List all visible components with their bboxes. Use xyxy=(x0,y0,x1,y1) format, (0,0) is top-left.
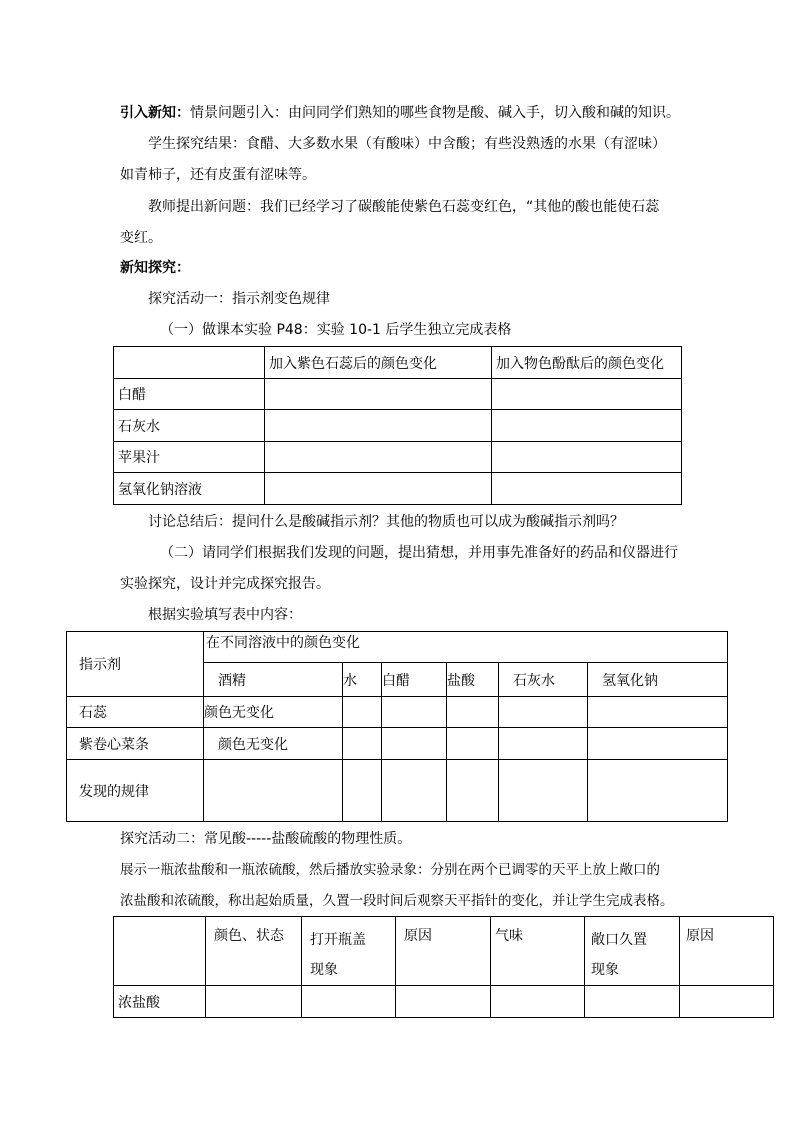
empty-cell xyxy=(204,760,343,822)
empty-cell xyxy=(265,442,492,473)
table-row xyxy=(114,379,682,410)
intro-paragraph xyxy=(120,103,680,123)
table-header-cell: 加入物色酚酞后的颜色变化 xyxy=(492,347,682,379)
row-label: 苹果汁 xyxy=(114,442,265,473)
empty-cell xyxy=(396,986,491,1018)
indicator-table-1 xyxy=(113,346,682,505)
student-result-line2: 如青柿子，还有皮蛋有涩味等。 xyxy=(120,167,316,183)
empty-cell xyxy=(265,473,492,505)
empty-cell xyxy=(588,760,728,822)
indicator-header: 指示剂 xyxy=(67,632,204,697)
fill-instruction: 根据实验填写表中内容： xyxy=(148,607,302,623)
table-row xyxy=(67,760,728,822)
empty-cell xyxy=(447,728,499,760)
table-header-row xyxy=(67,632,728,663)
table-row xyxy=(67,697,728,728)
empty-cell xyxy=(206,986,302,1018)
indicator-table-2 xyxy=(66,631,728,822)
table-header-row xyxy=(114,917,774,986)
row-label: 紫卷心菜条 xyxy=(67,728,204,760)
solution-header: 酒精 xyxy=(204,663,343,697)
open-long-header: 敞口久置 现象 xyxy=(585,917,680,986)
empty-cell xyxy=(114,917,206,986)
result-cell: 颜色无变化 xyxy=(204,697,343,728)
empty-cell xyxy=(585,986,680,1018)
activity2-title: 探究活动二：常见酸-----盐酸硫酸的物理性质。 xyxy=(120,831,412,847)
student-result-line1: 学生探究结果：食醋、大多数水果（有酸味）中含酸；有些没熟透的水果（有涩味） xyxy=(148,136,666,152)
empty-cell xyxy=(447,697,499,728)
part2-line1: （二）请同学们根据我们发现的问题，提出猜想，并用事先准备好的药品和仪器进行 xyxy=(160,545,678,561)
part2-line2: 实验探究，设计并完成探究报告。 xyxy=(120,576,330,592)
empty-cell xyxy=(343,697,382,728)
solution-header: 盐酸 xyxy=(447,663,499,697)
solution-header: 氢氧化钠 xyxy=(588,663,728,697)
empty-cell xyxy=(302,986,396,1018)
row-label: 氢氧化钠溶液 xyxy=(114,473,265,505)
table-header-row xyxy=(114,347,682,379)
row-label: 石蕊 xyxy=(67,697,204,728)
smell-header: 气味 xyxy=(491,917,585,986)
empty-cell xyxy=(382,760,447,822)
empty-cell xyxy=(492,473,682,505)
teacher-question-line2: 变红。 xyxy=(120,230,162,246)
reason-header: 原因 xyxy=(396,917,491,986)
result-cell: 颜色无变化 xyxy=(204,728,343,760)
row-label: 白醋 xyxy=(114,379,265,410)
show-line1: 展示一瓶浓盐酸和一瓶浓硫酸，然后播放实验录象：分别在两个已调零的天平上放上敞口的 xyxy=(120,862,660,878)
empty-cell xyxy=(492,442,682,473)
empty-cell xyxy=(343,728,382,760)
table-row xyxy=(67,728,728,760)
empty-cell xyxy=(499,760,588,822)
empty-cell xyxy=(265,410,492,442)
empty-cell xyxy=(492,410,682,442)
teacher-question-line1: 教师提出新问题：我们已经学习了碳酸能使紫色石蕊变红色，“其他的酸也能使石蕊 xyxy=(148,199,660,215)
empty-cell xyxy=(343,760,382,822)
intro-label: 引入新知： xyxy=(120,105,190,121)
empty-cell xyxy=(588,728,728,760)
open-cap-header: 打开瓶盖 现象 xyxy=(302,917,396,986)
solution-header: 石灰水 xyxy=(499,663,588,697)
intro-text: 情景问题引入：由问同学们熟知的哪些食物是酸、碱入手，切入酸和碱的知识。 xyxy=(190,105,680,121)
solution-header: 白醋 xyxy=(382,663,447,697)
acid-properties-table xyxy=(113,916,774,1018)
table-row xyxy=(114,442,682,473)
table-header-cell xyxy=(114,347,265,379)
empty-cell xyxy=(588,697,728,728)
discussion-text: 讨论总结后：提问什么是酸碱指示剂？其他的物质也可以成为酸碱指示剂吗？ xyxy=(148,514,624,530)
row-label: 发现的规律 xyxy=(67,760,204,822)
reason-header: 原因 xyxy=(680,917,774,986)
table-row xyxy=(114,986,774,1018)
row-label: 石灰水 xyxy=(114,410,265,442)
empty-cell xyxy=(265,379,492,410)
solution-header: 水 xyxy=(343,663,382,697)
empty-cell xyxy=(499,697,588,728)
empty-cell xyxy=(492,379,682,410)
activity1-subtitle: （一）做课本实验 P48：实验 10-1 后学生独立完成表格 xyxy=(160,322,512,338)
empty-cell xyxy=(382,728,447,760)
empty-cell xyxy=(680,986,774,1018)
empty-cell xyxy=(491,986,585,1018)
table-row xyxy=(114,410,682,442)
group-header: 在不同溶液中的颜色变化 xyxy=(204,632,728,663)
empty-cell xyxy=(382,697,447,728)
show-line2: 浓盐酸和浓硫酸，称出起始质量，久置一段时间后观察天平指针的变化，并让学生完成表格。 xyxy=(120,893,674,909)
color-state-header: 颜色、状态 xyxy=(206,917,302,986)
section-title: 新知探究： xyxy=(120,260,190,276)
row-label: 浓盐酸 xyxy=(114,986,206,1018)
activity1-title: 探究活动一：指示剂变色规律 xyxy=(148,291,330,307)
empty-cell xyxy=(499,728,588,760)
table-row xyxy=(114,473,682,505)
empty-cell xyxy=(447,760,499,822)
table-header-cell: 加入紫色石蕊后的颜色变化 xyxy=(265,347,492,379)
